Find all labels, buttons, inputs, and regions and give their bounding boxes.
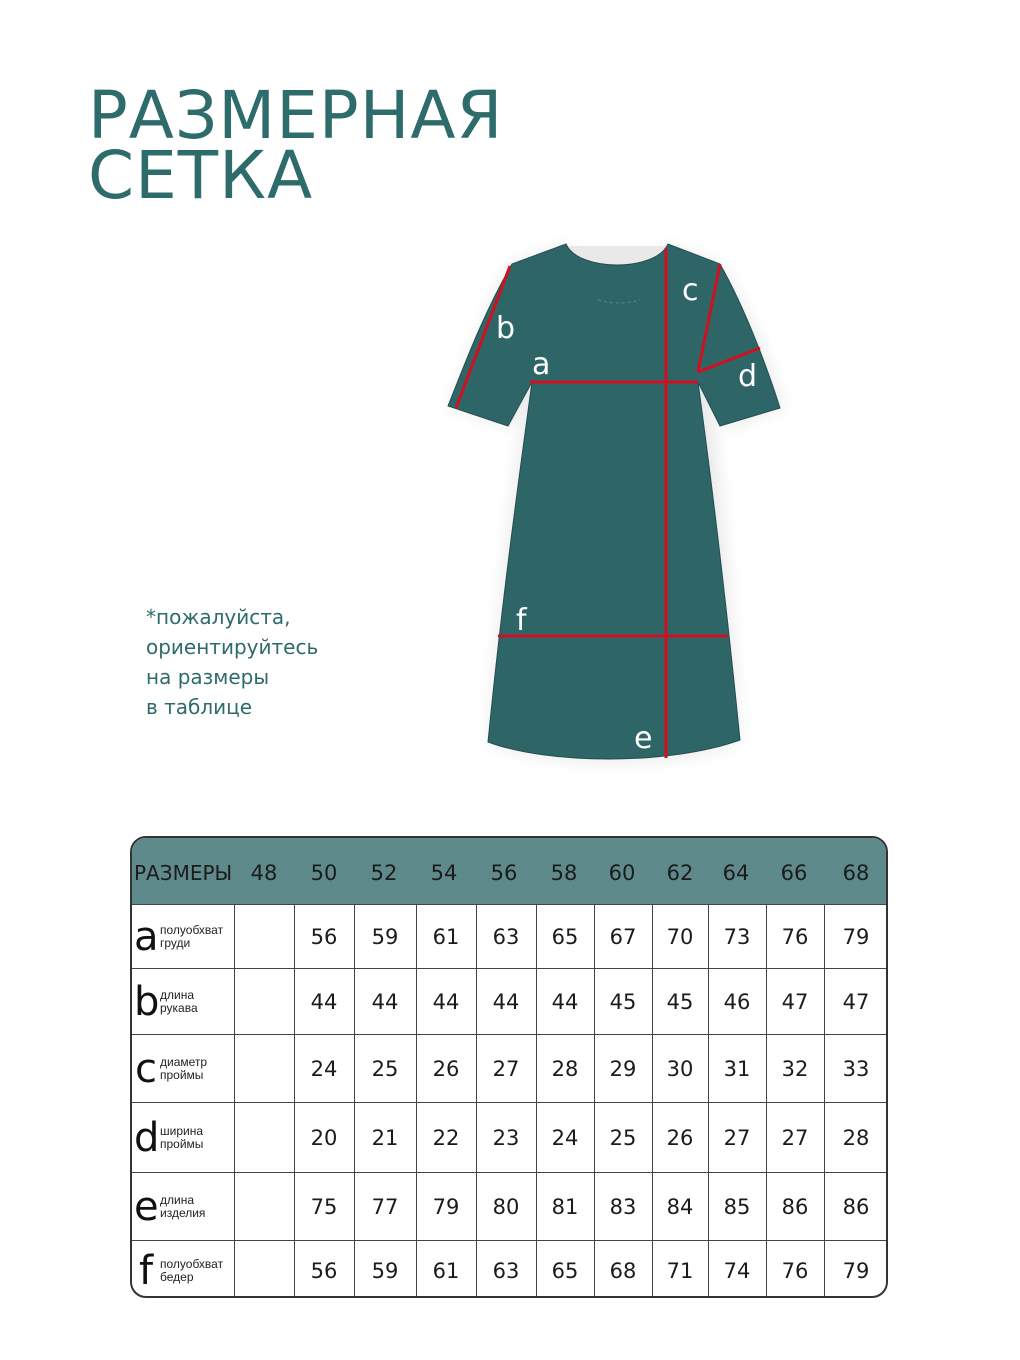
label-a: a xyxy=(532,347,551,382)
table-cell: 63 xyxy=(492,924,520,949)
table-cell: 71 xyxy=(666,1258,694,1283)
label-e: e xyxy=(634,721,653,756)
table-cell: 45 xyxy=(666,989,694,1014)
header-size-52: 52 xyxy=(370,861,398,885)
table-cell xyxy=(234,1173,294,1240)
table-cell: 61 xyxy=(432,924,460,949)
table-cell: 68 xyxy=(609,1258,637,1283)
table-cell xyxy=(234,1035,294,1102)
header-size-60: 60 xyxy=(608,861,636,885)
row-description-line-2: изделия xyxy=(160,1205,206,1220)
table-cell: 30 xyxy=(666,1056,694,1081)
grid-line xyxy=(594,904,595,1296)
header-size-66: 66 xyxy=(780,861,808,885)
table-cell: 79 xyxy=(842,1258,870,1283)
row-description-line-2: груди xyxy=(160,935,191,950)
table-cell: 25 xyxy=(371,1056,399,1081)
table-cell: 24 xyxy=(310,1056,338,1081)
row-letter: f xyxy=(138,1247,154,1294)
row-label-d xyxy=(132,1103,232,1172)
table-cell: 26 xyxy=(666,1125,694,1150)
row-description xyxy=(160,989,198,1015)
table-cell xyxy=(234,1241,294,1298)
row-description-line-1: длина xyxy=(160,987,195,1002)
grid-line xyxy=(416,904,417,1296)
table-cell: 27 xyxy=(781,1125,809,1150)
note-line-1: *пожалуйста, xyxy=(146,605,291,629)
grid-line xyxy=(476,904,477,1296)
table-cell: 32 xyxy=(781,1056,809,1081)
row-label-f xyxy=(132,1241,232,1298)
header-size-68: 68 xyxy=(842,861,870,885)
table-cell: 29 xyxy=(609,1056,637,1081)
row-letter: c xyxy=(135,1045,157,1092)
table-cell xyxy=(234,1103,294,1172)
table-cell: 31 xyxy=(723,1056,751,1081)
table-cell: 84 xyxy=(666,1194,694,1219)
table-cell: 86 xyxy=(842,1194,870,1219)
header-size-64: 64 xyxy=(722,861,750,885)
row-label-c xyxy=(132,1035,232,1102)
header-size-62: 62 xyxy=(666,861,694,885)
table-cell: 47 xyxy=(781,989,809,1014)
table-cell: 79 xyxy=(432,1194,460,1219)
row-label-b xyxy=(132,969,232,1034)
table-cell: 75 xyxy=(310,1194,338,1219)
table-cell: 44 xyxy=(432,989,460,1014)
table-cell: 56 xyxy=(310,924,338,949)
row-letter: b xyxy=(134,978,160,1025)
table-row xyxy=(132,1034,886,1102)
row-description xyxy=(160,924,223,950)
table-cell: 80 xyxy=(492,1194,520,1219)
table-cell: 45 xyxy=(609,989,637,1014)
header-size-54: 54 xyxy=(430,861,458,885)
table-row xyxy=(132,968,886,1034)
table-cell: 44 xyxy=(551,989,579,1014)
row-letter: a xyxy=(134,913,159,960)
grid-line xyxy=(234,904,235,1296)
table-cell: 59 xyxy=(371,924,399,949)
table-cell: 79 xyxy=(842,924,870,949)
grid-line xyxy=(294,904,295,1296)
header-size-48: 48 xyxy=(250,861,278,885)
label-d: d xyxy=(738,359,758,394)
row-description-line-1: полуобхват xyxy=(160,922,224,937)
label-c: c xyxy=(682,273,699,308)
row-description-line-2: проймы xyxy=(160,1136,204,1151)
header-size-50: 50 xyxy=(310,861,338,885)
title-line-2: СЕТКА xyxy=(88,137,314,214)
table-cell: 26 xyxy=(432,1056,460,1081)
table-cell: 77 xyxy=(371,1194,399,1219)
note-line-3: на размеры xyxy=(146,665,270,689)
table-cell: 46 xyxy=(723,989,751,1014)
table-cell: 21 xyxy=(371,1125,399,1150)
row-label-e xyxy=(132,1173,232,1240)
table-cell: 65 xyxy=(551,924,579,949)
row-description-line-1: диаметр xyxy=(160,1054,208,1069)
table-row xyxy=(132,1172,886,1240)
table-cell: 83 xyxy=(609,1194,637,1219)
row-description xyxy=(160,1258,223,1284)
row-description-line-2: рукава xyxy=(160,1000,198,1015)
grid-line xyxy=(708,904,709,1296)
table-cell: 23 xyxy=(492,1125,520,1150)
table-cell xyxy=(234,969,294,1034)
table-cell: 86 xyxy=(781,1194,809,1219)
row-description-line-2: бедер xyxy=(160,1269,194,1284)
table-cell: 44 xyxy=(371,989,399,1014)
table-cell: 67 xyxy=(609,924,637,949)
table-cell: 25 xyxy=(609,1125,637,1150)
table-cell: 22 xyxy=(432,1125,460,1150)
table-cell: 74 xyxy=(723,1258,751,1283)
header-size-56: 56 xyxy=(490,861,518,885)
row-label-a xyxy=(132,905,232,968)
row-letter: e xyxy=(134,1183,159,1230)
table-row xyxy=(132,1102,886,1172)
table-cell: 44 xyxy=(310,989,338,1014)
table-cell: 27 xyxy=(492,1056,520,1081)
note-line-2: ориентируйтесь xyxy=(146,635,319,659)
header-size-58: 58 xyxy=(550,861,578,885)
table-cell: 65 xyxy=(551,1258,579,1283)
table-cell: 81 xyxy=(551,1194,579,1219)
grid-line xyxy=(824,904,825,1296)
title-line-1: РАЗМЕРНАЯ xyxy=(88,77,504,154)
label-b: b xyxy=(496,311,516,346)
table-cell: 59 xyxy=(371,1258,399,1283)
row-description xyxy=(160,1056,207,1082)
table-row xyxy=(132,904,886,968)
table-cell: 28 xyxy=(842,1125,870,1150)
header-label: РАЗМЕРЫ xyxy=(134,861,233,885)
row-description-line-1: ширина xyxy=(160,1123,204,1138)
row-description-line-1: длина xyxy=(160,1192,195,1207)
table-cell: 47 xyxy=(842,989,870,1014)
table-cell: 73 xyxy=(723,924,751,949)
row-description-line-1: полуобхват xyxy=(160,1256,224,1271)
size-note xyxy=(146,602,318,722)
table-cell: 70 xyxy=(666,924,694,949)
table-cell: 20 xyxy=(310,1125,338,1150)
table-cell: 76 xyxy=(781,924,809,949)
row-description xyxy=(160,1194,205,1220)
note-line-4: в таблице xyxy=(146,695,253,719)
table-cell: 27 xyxy=(723,1125,751,1150)
row-description xyxy=(160,1125,203,1151)
grid-line xyxy=(652,904,653,1296)
row-letter: d xyxy=(134,1114,160,1161)
table-cell: 56 xyxy=(310,1258,338,1283)
table-cell: 85 xyxy=(723,1194,751,1219)
table-header xyxy=(132,838,886,904)
table-cell: 33 xyxy=(842,1056,870,1081)
row-description-line-2: проймы xyxy=(160,1067,204,1082)
grid-line xyxy=(354,904,355,1296)
grid-line xyxy=(536,904,537,1296)
label-f: f xyxy=(516,603,527,638)
table-cell: 44 xyxy=(492,989,520,1014)
table-cell: 76 xyxy=(781,1258,809,1283)
table-cell: 61 xyxy=(432,1258,460,1283)
dress-diagram xyxy=(420,220,820,790)
grid-line xyxy=(766,904,767,1296)
table-row xyxy=(132,1240,886,1298)
table-cell: 24 xyxy=(551,1125,579,1150)
table-cell xyxy=(234,905,294,968)
table-cell: 63 xyxy=(492,1258,520,1283)
table-cell: 28 xyxy=(551,1056,579,1081)
size-table xyxy=(130,836,888,1298)
page-title xyxy=(88,77,504,214)
